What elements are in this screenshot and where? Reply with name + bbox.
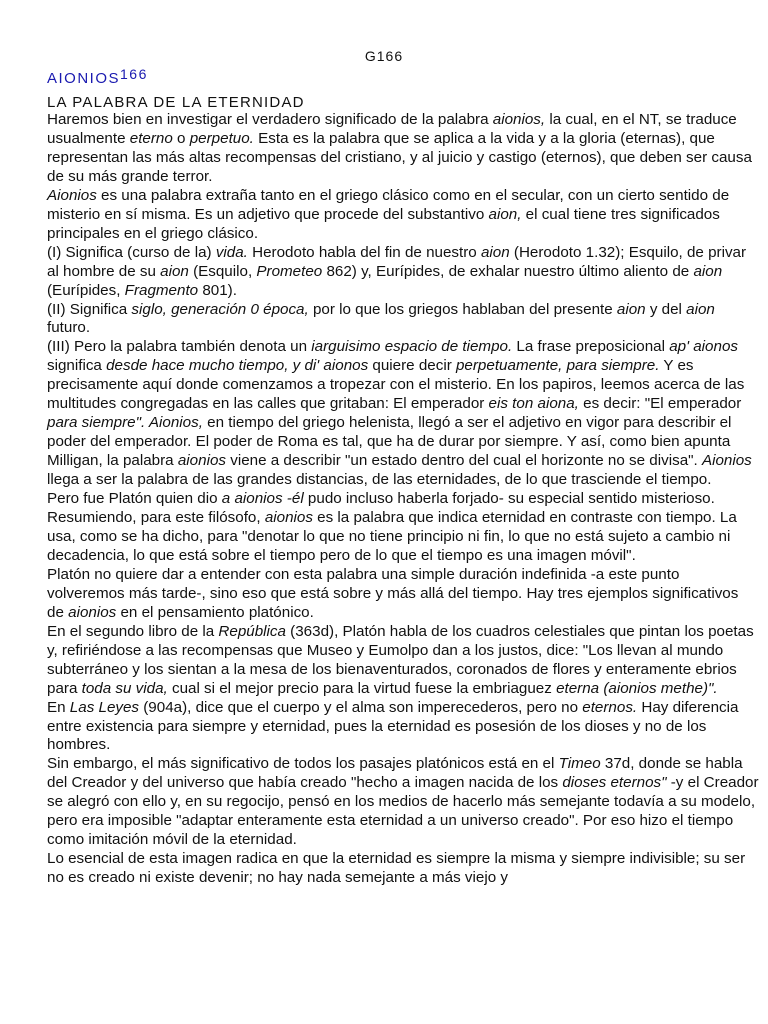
italic-term: aion: [686, 300, 715, 318]
italic-term: aion: [160, 262, 189, 280]
italic-term: aion: [693, 262, 723, 280]
italic-term: eternos.: [582, 698, 638, 716]
italic-term: a aionios -él: [221, 490, 304, 508]
paragraph: [47, 623, 759, 699]
text-run: o: [172, 129, 190, 147]
paragraph: [47, 244, 759, 301]
italic-term: aionios: [264, 509, 313, 527]
text-run: la cual, en el NT, se traduce usualmente: [47, 111, 737, 147]
italic-term: perpetuo.: [189, 129, 254, 147]
text-run: (904a), dice que el cuerpo y el alma son imperecederos, pero no: [139, 698, 583, 716]
italic-term: ap' aionos: [669, 338, 738, 356]
footnote-number: 166: [120, 66, 148, 82]
text-run: en el pensamiento platónico.: [116, 603, 314, 621]
paragraph: [47, 850, 759, 888]
text-run: es la palabra que indica eternidad en contraste con tiempo. La usa, como se ha dicho, para "denotar lo que no tiene principio ni fin, lo que no está sujeto a cambio ni decadencia, lo que está sobre el tiempo pero de lo que el tiempo es una imagen móvil".: [47, 509, 737, 564]
italic-term: aionios,: [492, 111, 546, 128]
paragraph: [47, 338, 759, 490]
text-run: 862) y, Eurípides, de exhalar nuestro último aliento de: [322, 262, 694, 280]
text-run: Y es precisamente aquí donde comenzamos a tropezar con el misterio. En los papiros, leemos acerca de las multitudes congregadas en las calles que gritaban: El emperador: [47, 357, 745, 413]
text-run: La frase preposicional: [512, 338, 670, 356]
text-run: (II) Significa: [47, 300, 132, 318]
text-run: 801).: [198, 281, 237, 299]
text-run: Esta es la palabra que se aplica a la vida y a la gloria (eternas), que representan las más altas recompensas del cristiano, y al juicio y castigo (eternos), que deben ser causa de su más grande terror.: [47, 129, 752, 185]
italic-term: eis ton aiona,: [488, 395, 579, 413]
section-heading: [47, 66, 148, 87]
italic-term: Aionios: [47, 186, 97, 204]
italic-term: República: [218, 622, 286, 640]
text-run: (I) Significa (curso de la): [47, 243, 216, 261]
paragraph: [47, 490, 759, 566]
heading-word: AIONIOS: [47, 70, 121, 87]
text-run: En el segundo libro de la: [47, 622, 219, 640]
italic-term: Prometeo: [256, 262, 323, 280]
italic-term: dioses eternos": [562, 774, 667, 792]
paragraph: [47, 301, 759, 339]
italic-term: perpetuamente, para siempre.: [455, 357, 660, 375]
italic-term: vida.: [215, 243, 248, 261]
text-run: 37d, donde se habla del Creador y del universo que había creado "hecho a imagen nacida de los: [47, 755, 743, 792]
italic-term: aion: [616, 300, 646, 318]
italic-term: eterna (aionios methe)".: [556, 679, 718, 697]
paragraph: [47, 111, 759, 187]
section-subtitle: LA PALABRA DE LA ETERNIDAD: [47, 94, 305, 111]
italic-term: eterno: [129, 129, 173, 147]
text-run: en tiempo del griego helenista, llegó a ser el adjetivo en vigor para describir el poder del emperador. El poder de Roma es tal, que ha de durar por siempre. Y así, como bien apunta Milligan, la palabra: [47, 414, 732, 470]
body-text: [47, 111, 759, 888]
text-run: Herodoto habla del fin de nuestro: [247, 243, 481, 261]
text-run: cual si el mejor precio para la virtud fuese la embriaguez: [167, 679, 557, 697]
text-run: futuro.: [47, 319, 91, 337]
text-run: (III) Pero la palabra también denota un: [47, 338, 312, 356]
italic-term: para siempre". Aionios,: [47, 414, 203, 432]
text-run: y del: [645, 300, 687, 318]
text-run: (363d), Platón habla de los cuadros celestiales que pintan los poetas y, refiriéndose a las recompensas que Museo y Eumolpo dan a los justos, dice: "Los llevan al mundo subterráneo y los sientan a la mesa de los bienaventurados, coronados de flores y enteramente ebrios para: [47, 622, 754, 697]
text-run: pudo incluso haberla forjado- su especial sentido misterioso. Resumiendo, para este filósofo,: [47, 490, 715, 527]
text-run: Hay diferencia entre existencia para siempre y eternidad, pues la eternidad es posesión de los dioses y no de los hombres.: [47, 698, 739, 754]
paragraph: [47, 187, 759, 244]
text-run: (Esquilo,: [188, 262, 257, 280]
text-run: En: [47, 698, 70, 716]
text-run: Pero fue Platón quien dio: [47, 490, 222, 508]
italic-term: toda su vida,: [81, 679, 168, 697]
italic-term: aion,: [488, 205, 522, 223]
italic-term: iarguisimo espacio de tiempo.: [311, 338, 513, 356]
italic-term: aionios: [68, 603, 117, 621]
italic-term: Timeo: [558, 755, 601, 773]
italic-term: Fragmento: [124, 281, 199, 299]
text-run: significa: [47, 357, 107, 375]
italic-term: Las Leyes: [69, 698, 140, 716]
text-run: viene a describir "un estado dentro del cual el horizonte no se divisa".: [226, 452, 702, 470]
text-run: por lo que los griegos hablaban del presente: [308, 300, 617, 318]
text-run: llega a ser la palabra de las grandes distancias, de las eternidades, de lo que trasciende el tiempo.: [47, 471, 712, 489]
italic-term: desde hace mucho tiempo, y di' aionos: [106, 357, 369, 375]
italic-term: Aionios: [701, 452, 752, 470]
text-run: quiere decir: [368, 357, 456, 375]
text-run: Lo esencial de esta imagen radica en que la eternidad es siempre la misma y siempre indivisible; su ser no es creado ni existe devenir; no hay nada semejante a más viejo y: [47, 850, 746, 887]
text-run: Sin embargo, el más significativo de todos los pasajes platónicos está en el: [47, 755, 559, 773]
text-run: -y el Creador se alegró con ello y, en su regocijo, pensó en los medios de hacerlo más semejante todavía a su modelo, pero era imposible "adaptar enteramente esta eternidad a un universo creado". Por eso hizo el tiempo como imitación móvil de la eternidad.: [47, 774, 759, 849]
text-run: (Herodoto 1.32); Esquilo, de privar al hombre de su: [47, 243, 747, 280]
italic-term: siglo, generación 0 época,: [131, 300, 309, 318]
text-run: (Eurípides,: [47, 281, 125, 299]
text-run: Haremos bien en investigar el verdadero significado de la palabra: [47, 111, 493, 128]
text-run: Platón no quiere dar a entender con esta palabra una simple duración indefinida -a este punto volveremos más tarde-, sino eso que está sobre y más allá del tiempo. Hay tres ejemplos significativos de: [47, 565, 739, 621]
italic-term: aionios: [177, 452, 226, 470]
text-run: es decir: "El emperador: [578, 395, 742, 413]
text-run: es una palabra extraña tanto en el griego clásico como en el secular, con un cierto sentido de misterio en sí misma. Es un adjetivo que procede del substantivo: [47, 186, 730, 223]
paragraph: [47, 755, 759, 850]
paragraph: [47, 699, 759, 756]
paragraph: [47, 566, 759, 623]
text-run: el cual tiene tres significados principales en el griego clásico.: [47, 205, 720, 242]
page-code: G166: [364, 48, 404, 64]
italic-term: aion: [480, 243, 510, 261]
